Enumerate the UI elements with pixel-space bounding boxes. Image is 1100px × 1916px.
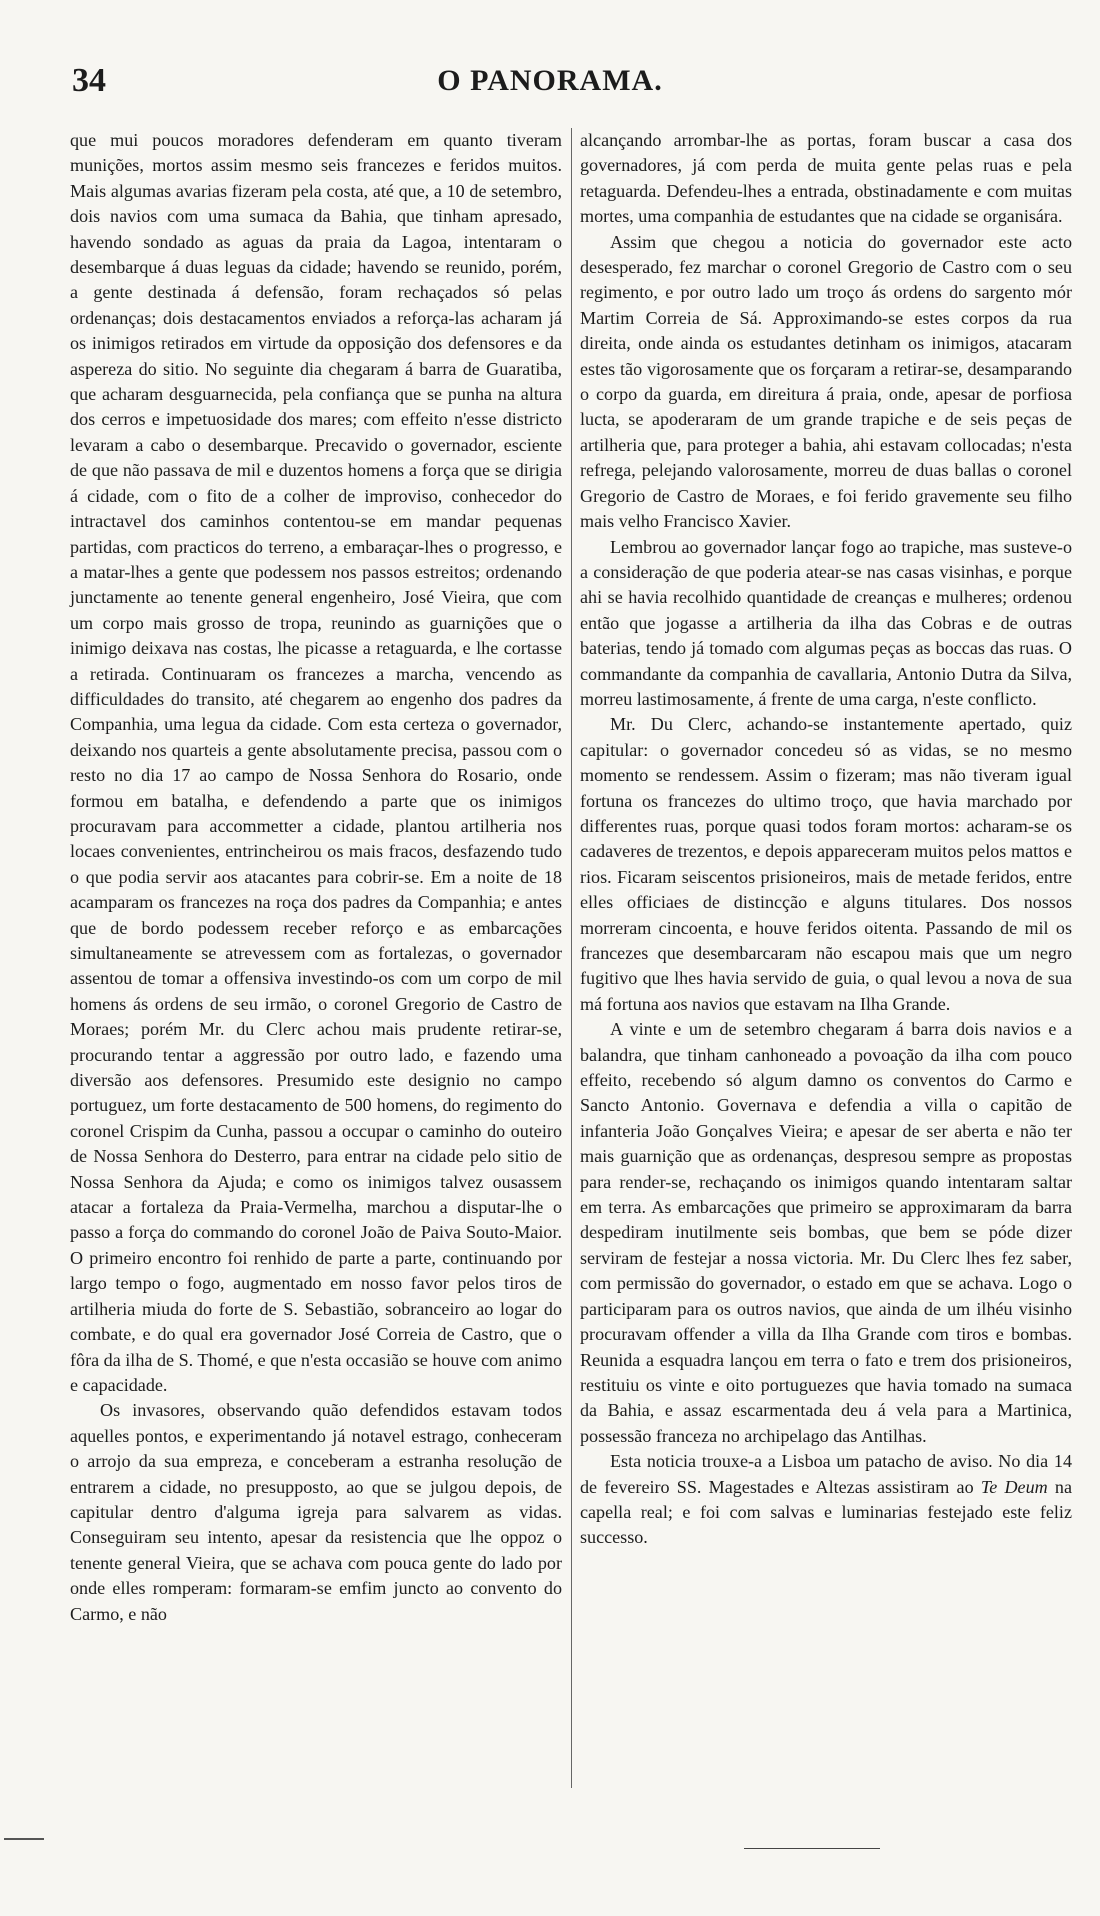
paragraph: Lembrou ao governador lançar fogo ao trapiche, mas susteve-o a consideração de que poderia atear-se nas casas visinhas, e porque ahi se havia recolhido quantidade de creanças e mulheres; ordenou então que jogasse a artilheria da ilha das Cobras e de outras baterias, tendo já tomado com algumas peças as boccas das ruas. O commandante da companhia de cavallaria, Antonio Dutra da Silva, morreu lastimosamente, á frente de uma carga, n'este conflicto. <box>580 536 1072 709</box>
end-rule <box>744 1848 880 1849</box>
paragraph: que mui poucos moradores defenderam em quanto tiveram munições, mortos assim mesmo seis francezes e feridos muitos. Mais algumas avarias fizeram pela costa, até que, a 10 de setembro, dois navios com uma sumaca da Bahia, que tinham apresado, havendo sondado as aguas da praia da Lagoa, intentaram o desembarque á duas leguas da cidade; havendo se reunido, porém, a gente destinada á defensão, foram rechaçados só pelas ordenanças; dois destacamentos enviados a reforça-las acharam já os inimigos retirados em virtude da opposição dos defensores e da aspereza do sitio. No seguinte dia chegaram á barra de Guaratiba, que acharam desguarnecida, pela confiança que se punha na altura dos cerros e impetuosidade dos mares; com effeito n'esse districto levaram a cabo o desembarque. Precavido o governador, esciente de que não passava de mil e duzentos homens a força que se dirigia á cidade, com o fito de a colher de improviso, conhecedor do intractavel dos caminhos contentou-se em mandar pequenas partidas, com practicos do terreno, a embaraçar-lhes o progresso, e a matar-lhes a gente que podessem nos passos estreitos; ordenando junctamente ao tenente general engenheiro, José Vieira, que com um corpo mais grosso de tropa, reunindo as guarnições que o inimigo deixava nas costas, lhe picasse a retaguarda, e lhe cortasse a retirada. Continuaram os francezes a marcha, vencendo as difficuldades do transito, até chegarem ao engenho dos padres da Companhia, uma legua da cidade. Com esta certeza o governador, deixando nos quarteis a gente absolutamente precisa, passou com o resto no dia 17 ao campo de Nossa Senhora do Rosario, onde formou em batalha, e defendendo a parte que os inimigos procuravam para accommetter a cidade, plantou artilheria nos locaes convenientes, entrincheirou os mais fracos, desfazendo tudo o que podia servir aos atacantes para cobrir-se. Em a noite de 18 acamparam os francezes na roça dos padres da Companhia; e antes que de bordo podessem receber reforço e as embarcações simultaneamente se atrevessem com as fortalezas, o governador assentou de tomar a offensiva investindo-os com um corpo de mil homens ás ordens de seu irmão, o coronel Gregorio de Castro de Moraes; porém Mr. du Clerc achou mais prudente retirar-se, procurando tentar a aggressão por outro lado, e fazendo uma diversão aos defensores. Presumido este designio no campo portuguez, um forte destacamento de 500 homens, do regimento do coronel Crispim da Cunha, passou a occupar o caminho do outeiro de Nossa Senhora do Desterro, para entrar na cidade pelo sitio de Nossa Senhora da Ajuda; e como os inimigos talvez ousassem atacar a fortaleza da Praia-Vermelha, marchou a disputar-lhe o passo a força do commando do coronel João de Paiva Souto-Maior. O primeiro encontro foi renhido de parte a parte, continuando por largo tempo o fogo, augmentado em nosso favor pelos tiros de artilheria miuda do forte de S. Sebastião, sobranceiro ao logar do combate, e do qual era governador José Correia de Castro, que o fôra da ilha de S. Thomé, e que n'esta occasião se houve com animo e capacidade. <box>70 130 562 1395</box>
closing-paragraph <box>580 1449 1072 1551</box>
paragraph: alcançando arrombar-lhe as portas, foram buscar a casa dos governadores, já com perda de muita gente pelas ruas e pela retaguarda. Defendeu-lhes a entrada, obstinadamente e com muitas mortes, uma companhia de estudantes que na cidade se organisára. <box>580 130 1072 227</box>
paragraph: Mr. Du Clerc, achando-se instantemente apertado, quiz capitular: o governador concedeu só as vidas, se no mesmo momento se rendessem. Assim o fizeram; mas não tiveram igual fortuna os francezes do ultimo troço, que havia marchado por differentes ruas, porque quasi todos foram mortos: acharam-se os cadaveres de trezentos, e depois appareceram muitos pelos mattos e rios. Ficaram seiscentos prisioneiros, mais de metade feridos, entre elles officiaes de distincção e alguns titulares. Dos nossos morreram cincoenta, e houve feridos oitenta. Passando de mil os francezes que desembarcaram não escapou mais que um negro fugitivo que lhes havia servido de guia, o qual levou a nova de sua má fortuna aos navios que estavam na Ilha Grande. <box>580 714 1072 1014</box>
paragraph: Os invasores, observando quão defendidos estavam todos aquelles pontos, e experimentando já notavel estrago, conheceram o arrojo da sua empreza, e conceberam a estranha resolução de entrarem a cidade, no presupposto, ao que se julgou depois, de capitular dentro d'alguma igreja para salvarem as vidas. Conseguiram seu intento, apesar da resistencia que lhe oppoz o tenente general Vieira, que se achava com pouca gente do lado por onde elles romperam: formaram-se emfim juncto ao convento do Carmo, e não <box>70 1400 562 1624</box>
right-column <box>580 128 1072 1551</box>
page-title: O PANORAMA. <box>437 64 663 97</box>
te-deum-italic: Te Deum <box>980 1476 1048 1497</box>
column-divider <box>571 128 572 1788</box>
closing-text-start: Esta noticia trouxe-a a Lisboa um patacho de aviso. No dia 14 de fevereiro SS. Magestades e Altezas assistiram ao <box>580 1451 1072 1497</box>
paragraph: A vinte e um de setembro chegaram á barra dois navios e a balandra, que tinham canhoneado a povoação da ilha com pouco effeito, recebendo só algum damno os conventos do Carmo e Sancto Antonio. Governava e defendia a villa o capitão de infanteria João Gonçalves Vieira; e apesar de ser aberta e não ter mais guarnição que as ordenanças, despresou sempre as propostas para render-se, rechaçando os inimigos quando intentaram saltar em terra. As embarcações que primeiro se approximaram da barra despediram inutilmente seis bombas, que bem se póde dizer serviram de festejar a nossa victoria. Mr. Du Clerc lhes fez saber, com permissão do governador, o estado em que se achava. Logo o participaram para os outros navios, que ainda de um ilhéu visinho procuravam offender a villa da Ilha Grande com tiros e bombas. Reunida a esquadra lançou em terra o fato e trem dos prisioneiros, restituiu os vinte e oito portuguezes que havia tomado na sumaca da Bahia, e assaz escarmentada deu á vela para a Martinica, possessão franceza no archipelago das Antilhas. <box>580 1019 1072 1446</box>
margin-mark <box>4 1838 44 1840</box>
left-column <box>70 128 562 1627</box>
paragraph: Assim que chegou a noticia do governador este acto desesperado, fez marchar o coronel Gregorio de Castro com o seu regimento, e por outro lado um troço ás ordens do sargento mór Martim Correia de Sá. Approximando-se estes corpos da rua direita, onde ainda os estudantes detinham os inimigos, atacaram estes tão vigorosamente que os forçaram a retirar-se, desamparando o corpo da guarda, em direitura á praia, onde, apesar de porfiosa lucta, se apoderaram de um grande trapiche e de seis peças de artilheria que, para proteger a bahia, ahi estavam collocadas; n'esta refrega, pelejando valorosamente, morreu de duas ballas o coronel Gregorio de Castro de Moraes, e foi ferido gravemente seu filho mais velho Francisco Xavier. <box>580 231 1072 532</box>
page-number: 34 <box>72 62 106 99</box>
closing-text-end: na capella real; e foi com salvas e luminarias festejado este feliz successo. <box>580 1476 1072 1548</box>
